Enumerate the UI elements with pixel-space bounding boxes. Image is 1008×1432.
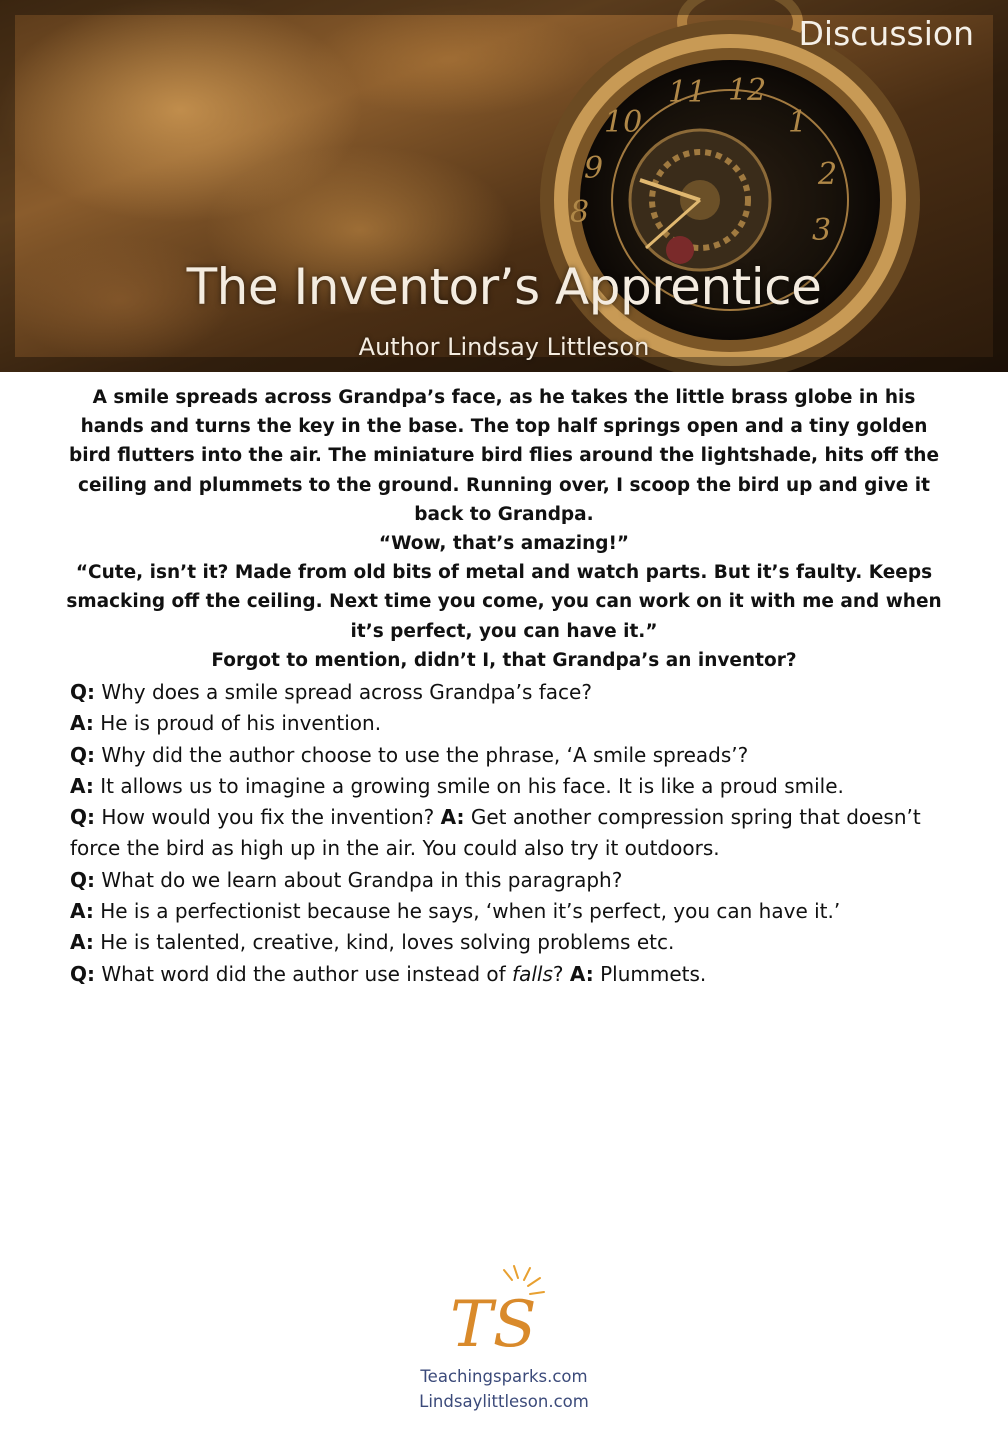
qa-line (70, 865, 950, 896)
svg-text:11: 11 (668, 75, 707, 110)
a-label: A: (70, 899, 94, 924)
question-text: How would you fix the invention? (95, 805, 441, 830)
q-label: Q: (70, 805, 95, 830)
question-text: ? (552, 961, 570, 986)
qa-line (70, 896, 950, 927)
answer-text: It allows us to imagine a growing smile on his face. It is like a proud smile. (93, 773, 844, 798)
teachingsparks-logo (444, 1262, 564, 1358)
header-banner (0, 0, 1008, 372)
question-answer-list (70, 677, 950, 990)
logo-text: TS (450, 1288, 537, 1358)
question-text: What do we learn about Grandpa in this paragraph? (95, 867, 623, 892)
story-excerpt (60, 383, 948, 675)
svg-text:2: 2 (818, 157, 838, 192)
a-label: A: (70, 930, 94, 955)
question-text: What word did the author use instead of (95, 961, 513, 986)
qa-line (70, 771, 950, 802)
answer-text: He is a perfectionist because he says, ‘when it’s perfect, you can have it.’ (93, 899, 841, 924)
answer-text: He is proud of his invention. (93, 711, 382, 736)
italic-word: falls (512, 961, 553, 986)
author-line: Author Lindsay Littleson (358, 333, 650, 361)
page-title: The Inventor’s Apprentice (186, 258, 822, 316)
a-label: A: (440, 805, 465, 830)
qa-line (70, 740, 950, 771)
svg-text:1: 1 (788, 105, 808, 140)
svg-text:3: 3 (812, 213, 832, 248)
excerpt-paragraph: “Cute, isn’t it? Made from old bits of metal and watch parts. But it’s faulty. Keeps smacking off the ceiling. Next time you come, you can work on it with me and when it’s perfect, you can have it.” (66, 562, 942, 642)
q-label: Q: (70, 961, 95, 986)
question-text: Why does a smile spread across Grandpa’s face? (95, 680, 592, 704)
excerpt-paragraph: A smile spreads across Grandpa’s face, as he takes the little brass globe in his hands and turns the key in the base. The top half springs open and a tiny golden bird flutters into the air. The miniature bird flies around the lightshade, hits off the ceiling and plummets to the ground. Running over, I scoop the bird up and give it back to Grandpa. (68, 387, 940, 525)
q-label: Q: (70, 680, 95, 704)
svg-text:10: 10 (604, 105, 643, 140)
section-tag: Discussion (798, 14, 974, 53)
q-label: Q: (70, 867, 95, 892)
pocket-watch-image (0, 0, 1008, 372)
qa-line (70, 927, 950, 958)
answer-text: Get another compression spring that doesn’t force the bird as high up in the air. You could also try it outdoors. (70, 805, 921, 861)
a-label: A: (70, 773, 94, 798)
a-label: A: (70, 711, 94, 736)
qa-line (70, 677, 950, 708)
answer-text: Plummets. (593, 961, 707, 986)
excerpt-paragraph: Forgot to mention, didn’t I, that Grandpa’s an inventor? (211, 649, 797, 671)
footer-links (0, 1364, 1008, 1414)
svg-text:8: 8 (570, 195, 590, 230)
website-link[interactable]: Lindsaylittleson.com (419, 1392, 589, 1411)
website-link[interactable]: Teachingsparks.com (420, 1367, 588, 1386)
svg-text:12: 12 (728, 73, 767, 108)
a-label: A: (569, 961, 594, 986)
svg-text:9: 9 (584, 151, 604, 186)
question-text: Why did the author choose to use the phrase, ‘A smile spreads’? (95, 742, 749, 767)
qa-line (70, 959, 950, 990)
qa-line (70, 708, 950, 739)
q-label: Q: (70, 742, 95, 767)
qa-line (70, 802, 950, 865)
excerpt-paragraph: “Wow, that’s amazing!” (378, 533, 630, 555)
answer-text: He is talented, creative, kind, loves solving problems etc. (93, 930, 675, 955)
